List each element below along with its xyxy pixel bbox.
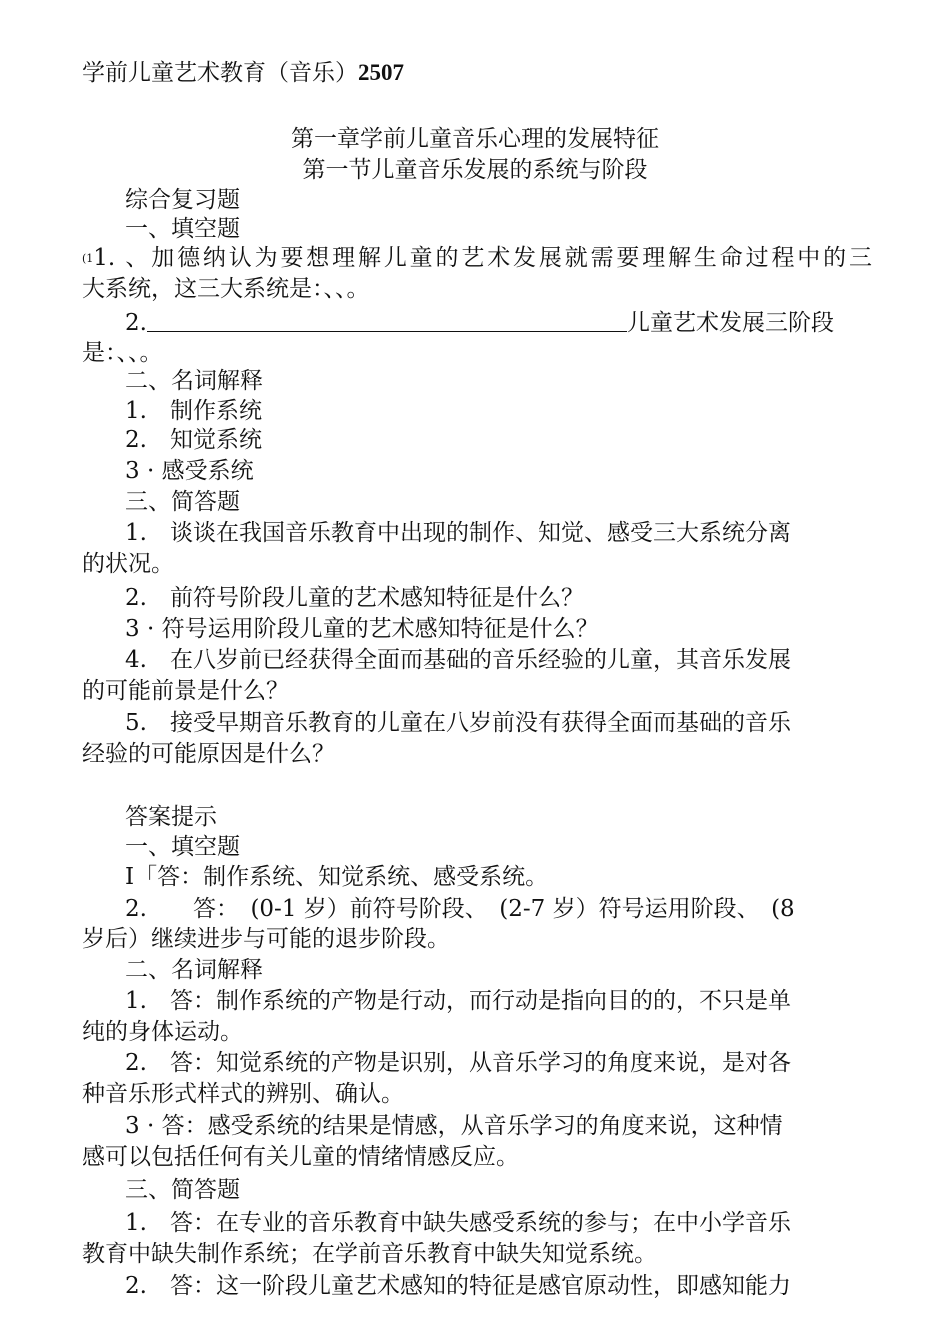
answer-term-3-line-1: 3 · 答：感受系统的结果是情感，从音乐学习的角度来说，这种情 (125, 1113, 783, 1139)
fill-blank-heading: 一、填空题 (125, 216, 240, 242)
short-question-3: 3 · 符号运用阶段儿童的艺术感知特征是什么？ (125, 616, 599, 642)
section-title: 第一节儿童音乐发展的系统与阶段 (302, 157, 648, 183)
answer-2-line-2: 岁后）继续进步与可能的退步阶段。 (82, 926, 450, 952)
course-title: 学前儿童艺术教育（音乐） (82, 60, 358, 86)
answers-heading: 答案提示 (125, 804, 217, 830)
question-2-text: 儿童艺术发展三阶段 (626, 310, 834, 336)
answer-2-line-1: 2. 答： (0-1 岁）前符号阶段、 (2-7 岁）符号运用阶段、 (8 (125, 896, 795, 922)
answers-short-heading: 三、简答题 (125, 1177, 240, 1203)
short-question-1-line-2: 的状况。 (82, 551, 174, 577)
term-3: 3 · 感受系统 (125, 458, 254, 484)
short-question-5-line-2: 经验的可能原因是什么？ (82, 741, 335, 767)
answers-terms-heading: 二、名词解释 (125, 957, 263, 983)
answer-1: I「答：制作系统、知觉系统、感受系统。 (125, 864, 549, 890)
answer-short-2-line-1: 2. 答：这一阶段儿童艺术感知的特征是感官原动性，即感知能力 (125, 1273, 791, 1299)
short-question-4-line-2: 的可能前景是什么？ (82, 678, 289, 704)
short-answer-heading: 三、简答题 (125, 489, 240, 515)
answer-term-1-line-2: 纯的身体运动。 (82, 1019, 243, 1045)
question-2-number: 2. (125, 310, 147, 336)
short-question-4-line-1: 4. 在八岁前已经获得全面而基础的音乐经验的儿童，其音乐发展 (125, 647, 791, 673)
review-heading: 综合复习题 (125, 187, 240, 213)
answer-short-1-line-1: 1. 答：在专业的音乐教育中缺失感受系统的参与；在中小学音乐 (125, 1210, 791, 1236)
short-question-5-line-1: 5. 接受早期音乐教育的儿童在八岁前没有获得全面而基础的音乐 (125, 710, 791, 736)
answer-term-3-line-2: 感可以包括任何有关儿童的情绪情感反应。 (82, 1144, 519, 1170)
question-1-line-1 (82, 243, 872, 274)
document-header (82, 58, 872, 88)
question-1-text: 1. 、加德纳认为要想理解儿童的艺术发展就需要理解生命过程中的三 (93, 245, 872, 271)
course-code: 2507 (358, 60, 404, 85)
chapter-title: 第一章学前儿童音乐心理的发展特征 (291, 126, 659, 152)
question-2-line-2: 是：、、。 (82, 340, 163, 366)
answer-term-2-line-2: 种音乐形式样式的辨别、确认。 (82, 1081, 404, 1107)
answer-short-1-line-2: 教育中缺失制作系统；在学前音乐教育中缺失知觉系统。 (82, 1241, 657, 1267)
short-question-2: 2. 前符号阶段儿童的艺术感知特征是什么？ (125, 585, 584, 611)
question-2-line-1 (125, 308, 872, 338)
answer-blank-line (147, 309, 627, 332)
terms-heading: 二、名词解释 (125, 368, 263, 394)
question-1-line-2: 大系统，这三大系统是：、、。 (82, 276, 370, 302)
term-2: 2. 知觉系统 (125, 427, 262, 453)
answers-fill-heading: 一、填空题 (125, 834, 240, 860)
answer-term-2-line-1: 2. 答：知觉系统的产物是识别，从音乐学习的角度来说，是对各 (125, 1050, 791, 1076)
short-question-1-line-1: 1. 谈谈在我国音乐教育中出现的制作、知觉、感受三大系统分离 (125, 520, 791, 546)
question-1-marker: (1 (82, 252, 94, 265)
answer-term-1-line-1: 1. 答：制作系统的产物是行动，而行动是指向目的的，不只是单 (125, 988, 791, 1014)
term-1: 1. 制作系统 (125, 398, 262, 424)
